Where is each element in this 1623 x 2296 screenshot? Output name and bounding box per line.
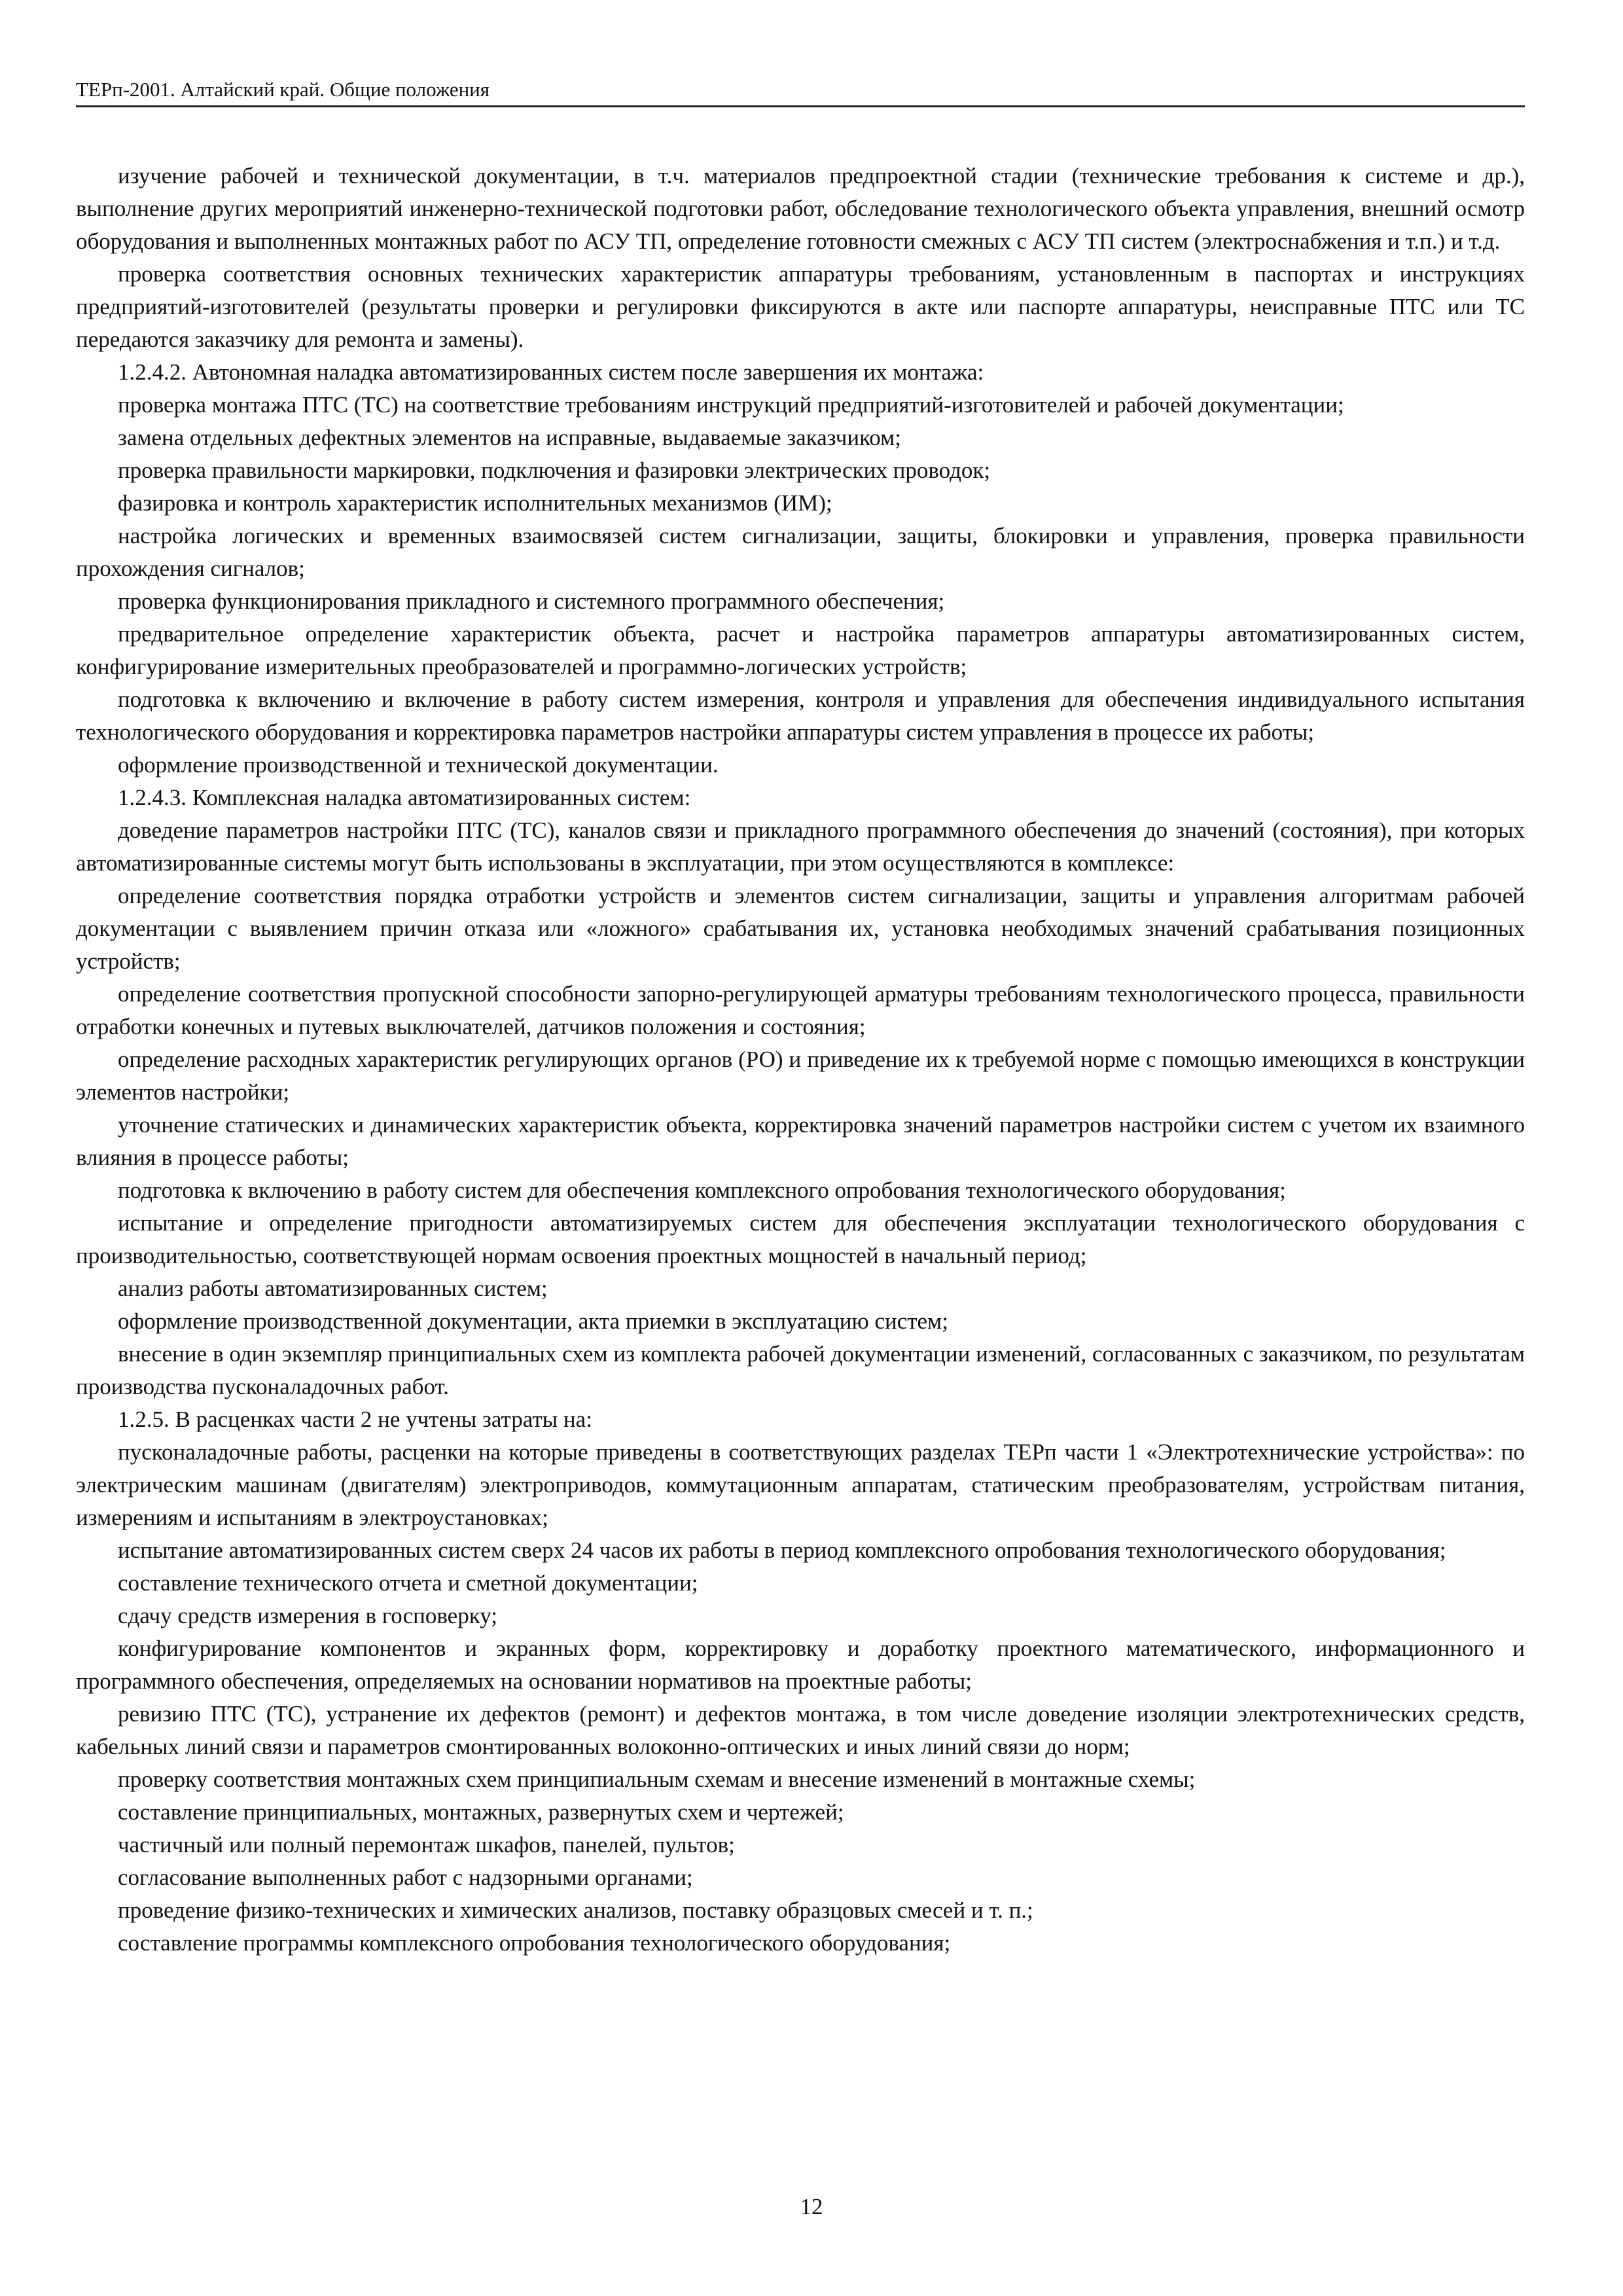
- paragraph: составление принципиальных, монтажных, развернутых схем и чертежей;: [118, 1799, 844, 1825]
- paragraph: определение соответствия порядка отработки устройств и элементов систем сигнализации, защиты и управления алгоритмам рабочей документации с выявлением причин отказа или «ложного» срабатывания их, установка необходимых значений срабатывания позиционных устройств;: [76, 883, 1525, 974]
- document-body: [76, 160, 1525, 1960]
- paragraph: составление технического отчета и сметной документации;: [118, 1570, 698, 1596]
- paragraph: проверка функционирования прикладного и системного программного обеспечения;: [118, 588, 945, 614]
- paragraph: проверка правильности маркировки, подключения и фазировки электрических проводок;: [118, 457, 991, 483]
- paragraph: составление программы комплексного опробования технологического оборудования;: [118, 1930, 951, 1956]
- paragraph: подготовка к включению в работу систем для обеспечения комплексного опробования технологического оборудования;: [118, 1177, 1286, 1203]
- paragraph: определение соответствия пропускной способности запорно-регулирующей арматуры требованиям технологического процесса, правильности отработки конечных и путевых выключателей, датчиков положения и состояния;: [76, 981, 1525, 1039]
- paragraph: согласование выполненных работ с надзорными органами;: [118, 1865, 693, 1890]
- paragraph: предварительное определение характеристик объекта, расчет и настройка параметров аппаратуры автоматизированных систем, конфигурирование измерительных преобразователей и программно-логических устройств;: [76, 621, 1525, 679]
- paragraph: уточнение статических и динамических характеристик объекта, корректировка значений параметров настройки систем с учетом их взаимного влияния в процессе работы;: [76, 1112, 1525, 1170]
- paragraph: определение расходных характеристик регулирующих органов (РО) и приведение их к требуемой норме с помощью имеющихся в конструкции элементов настройки;: [76, 1047, 1525, 1105]
- paragraph: настройка логических и временных взаимосвязей систем сигнализации, защиты, блокировки и управления, проверка правильности прохождения сигналов;: [76, 523, 1525, 581]
- paragraph: проверку соответствия монтажных схем принципиальным схемам и внесение изменений в монтажные схемы;: [118, 1767, 1196, 1792]
- page-header: [76, 73, 1525, 107]
- section-heading: 1.2.5. В расценках части 2 не учтены затраты на:: [118, 1407, 592, 1432]
- paragraph: испытание автоматизированных систем сверх 24 часов их работы в период комплексного опробования технологического оборудования;: [118, 1537, 1446, 1563]
- paragraph: подготовка к включению и включение в работу систем измерения, контроля и управления для обеспечения индивидуального испытания технологического оборудования и корректировка параметров настройки аппаратуры систем управления в процессе их работы;: [76, 687, 1525, 745]
- paragraph: анализ работы автоматизированных систем;: [118, 1276, 548, 1301]
- paragraph: проведение физико-технических и химических анализов, поставку образцовых смесей и т. п.;: [118, 1897, 1033, 1923]
- paragraph: внесение в один экземпляр принципиальных схем из комплекта рабочей документации изменений, согласованных с заказчиком, по результатам производства пусконаладочных работ.: [76, 1341, 1525, 1399]
- paragraph: частичный или полный перемонтаж шкафов, панелей, пультов;: [118, 1832, 735, 1857]
- paragraph: проверка соответствия основных технических характеристик аппаратуры требованиям, установленным в паспортах и инструкциях предприятий-изготовителей (результаты проверки и регулировки фиксируются в акте или паспорте аппаратуры, неисправные ПТС или ТС передаются заказчику для ремонта и замены).: [76, 261, 1525, 352]
- paragraph: фазировка и контроль характеристик исполнительных механизмов (ИМ);: [118, 490, 832, 516]
- paragraph: конфигурирование компонентов и экранных форм, корректировку и доработку проектного математического, информационного и программного обеспечения, определяемых на основании нормативов на проектные работы;: [76, 1636, 1525, 1694]
- paragraph: сдачу средств измерения в госповерку;: [118, 1603, 497, 1628]
- paragraph: пусконаладочные работы, расценки на которые приведены в соответствующих разделах ТЕРп части 1 «Электротехнические устройства»: по электрическим машинам (двигателям) электроприводов, коммутационным аппаратам, статическим преобразователям, устройствам питания, измерениям и испытаниям в электроустановках;: [76, 1439, 1525, 1530]
- page-number: 12: [800, 2194, 823, 2219]
- paragraph: доведение параметров настройки ПТС (ТС), каналов связи и прикладного программного обеспечения до значений (состояния), при которых автоматизированные системы могут быть использованы в эксплуатации, при этом осуществляются в комплексе:: [76, 817, 1525, 876]
- section-heading: 1.2.4.2. Автономная наладка автоматизированных систем после завершения их монтажа:: [118, 359, 984, 385]
- section-heading: 1.2.4.3. Комплексная наладка автоматизированных систем:: [118, 785, 691, 810]
- paragraph: испытание и определение пригодности автоматизируемых систем для обеспечения эксплуатации технологического оборудования с производительностью, соответствующей нормам освоения проектных мощностей в начальный период;: [76, 1210, 1525, 1268]
- paragraph: оформление производственной документации, акта приемки в эксплуатацию систем;: [118, 1308, 948, 1334]
- paragraph: замена отдельных дефектных элементов на исправные, выдаваемые заказчиком;: [118, 425, 902, 450]
- page-header-title: ТЕРп-2001. Алтайский край. Общие положения: [76, 78, 490, 101]
- paragraph: изучение рабочей и технической документации, в т.ч. материалов предпроектной стадии (технические требования к системе и др.), выполнение других мероприятий инженерно-технической подготовки работ, обследование технологического объекта управления, внешний осмотр оборудования и выполненных монтажных работ по АСУ ТП, определение готовности смежных с АСУ ТП систем (электроснабжения и т.п.) и т.д.: [76, 163, 1525, 254]
- paragraph: проверка монтажа ПТС (ТС) на соответствие требованиям инструкций предприятий-изготовителей и рабочей документации;: [118, 392, 1344, 418]
- paragraph: ревизию ПТС (ТС), устранение их дефектов (ремонт) и дефектов монтажа, в том числе доведение изоляции электротехнических средств, кабельных линий связи и параметров смонтированных волоконно-оптических и иных линий связи до норм;: [76, 1701, 1525, 1759]
- paragraph: оформление производственной и технической документации.: [118, 752, 719, 778]
